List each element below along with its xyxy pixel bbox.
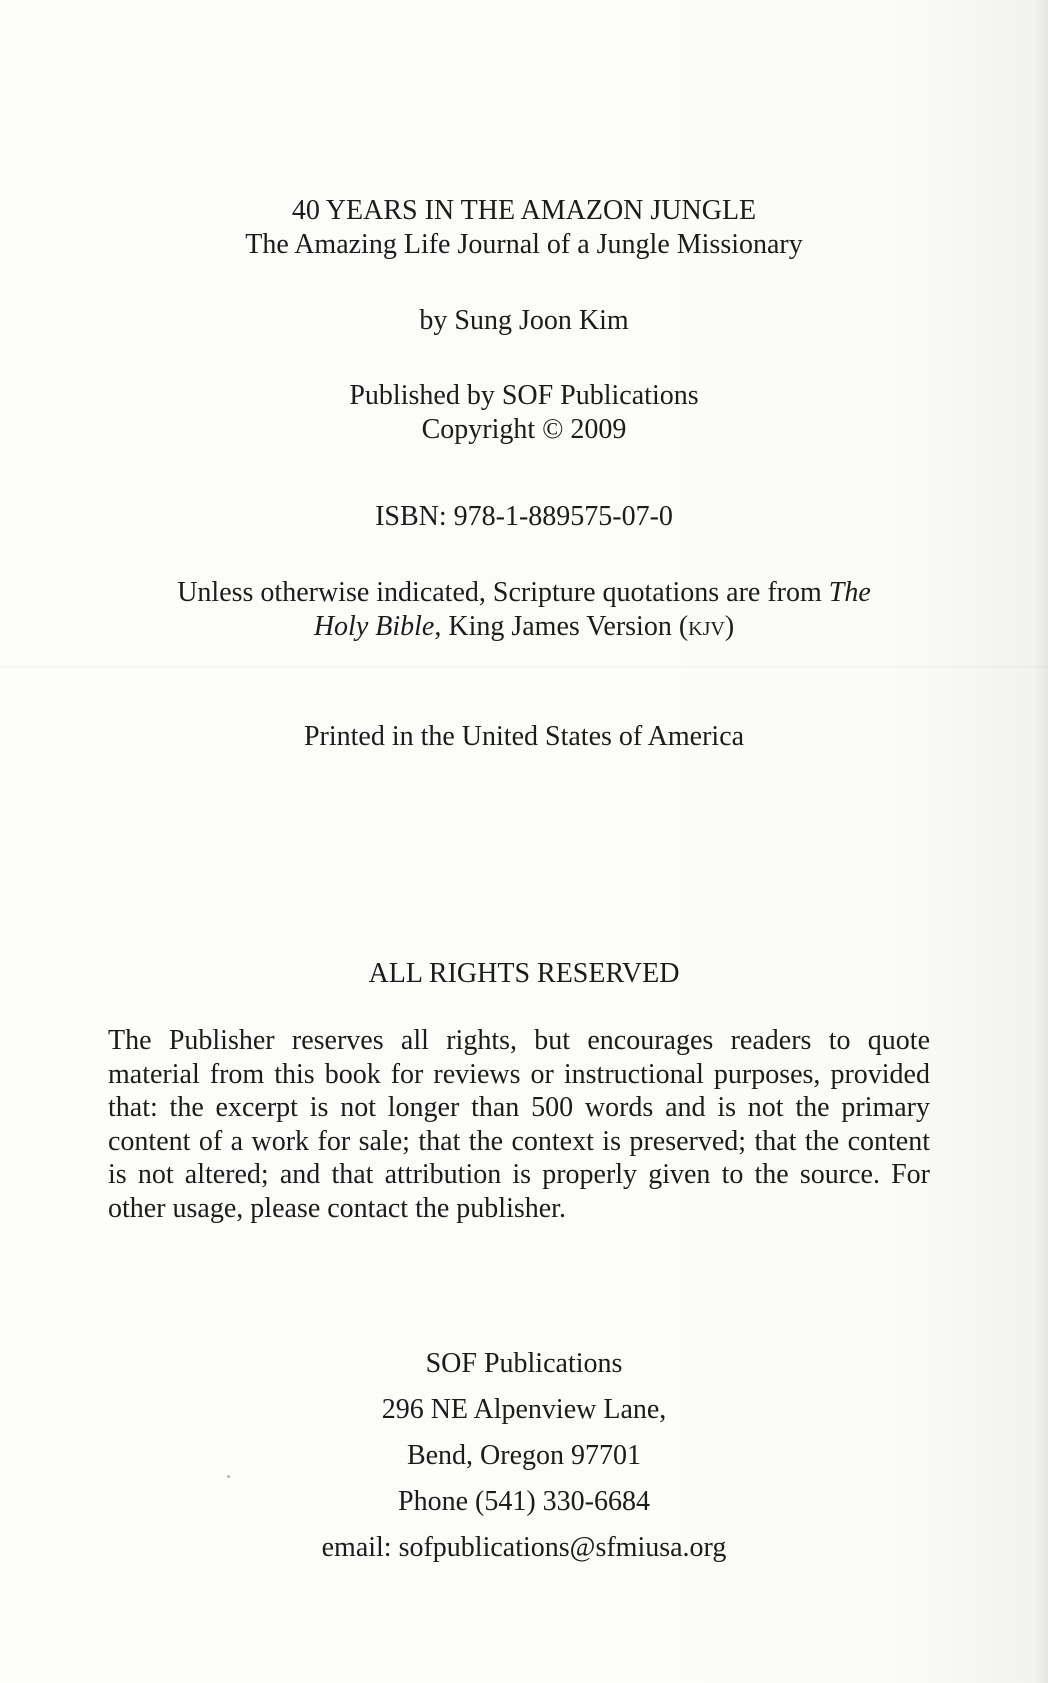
book-title: 40 YEARS IN THE AMAZON JUNGLE (291, 195, 757, 226)
bible-title-part1: The (828, 577, 871, 608)
scripture-line-2 (0, 610, 1048, 644)
kjv-abbr: kjv (688, 611, 725, 642)
title-block (0, 194, 1048, 262)
address-city: Bend, Oregon 97701 (406, 1440, 642, 1471)
bible-title-part2: Holy Bible, (313, 611, 442, 642)
publication-block (0, 379, 1048, 447)
publisher-line: Published by SOF Publications (349, 380, 699, 411)
isbn-line: ISBN: 978-1-889575-07-0 (375, 501, 673, 532)
rights-paragraph: The Publisher reserves all rights, but encourages readers to quote material from this book for reviews or instructional purposes, provided that: the excerpt is not longer than 500 words and is not the primary content of a work for sale; that the context is preserved; that the content is not altered; and that attribution is properly given to the source. For other usage, please contact the publisher. (108, 1025, 930, 1224)
scripture-text-before: Unless otherwise indicated, Scripture quotations are from (177, 577, 829, 608)
address-email: email: sofpublications@sfmiusa.org (321, 1532, 727, 1563)
address-name: SOF Publications (425, 1348, 623, 1379)
publisher-address (0, 1341, 1048, 1571)
address-phone: Phone (541) 330-6684 (398, 1486, 650, 1517)
book-subtitle: The Amazing Life Journal of a Jungle Missionary (245, 229, 803, 260)
scripture-text-after: King James Version ( (441, 611, 689, 642)
scripture-close: ) (724, 611, 735, 642)
rights-heading: ALL RIGHTS RESERVED (368, 958, 680, 989)
copyright-line: Copyright © 2009 (421, 414, 627, 445)
scripture-notice (0, 576, 1048, 644)
page-fold-line (0, 666, 1048, 668)
scripture-line-1 (0, 576, 1048, 610)
printed-in-line: Printed in the United States of America (303, 721, 745, 752)
author-line: by Sung Joon Kim (419, 305, 629, 336)
address-street: 296 NE Alpenview Lane, (381, 1394, 667, 1425)
